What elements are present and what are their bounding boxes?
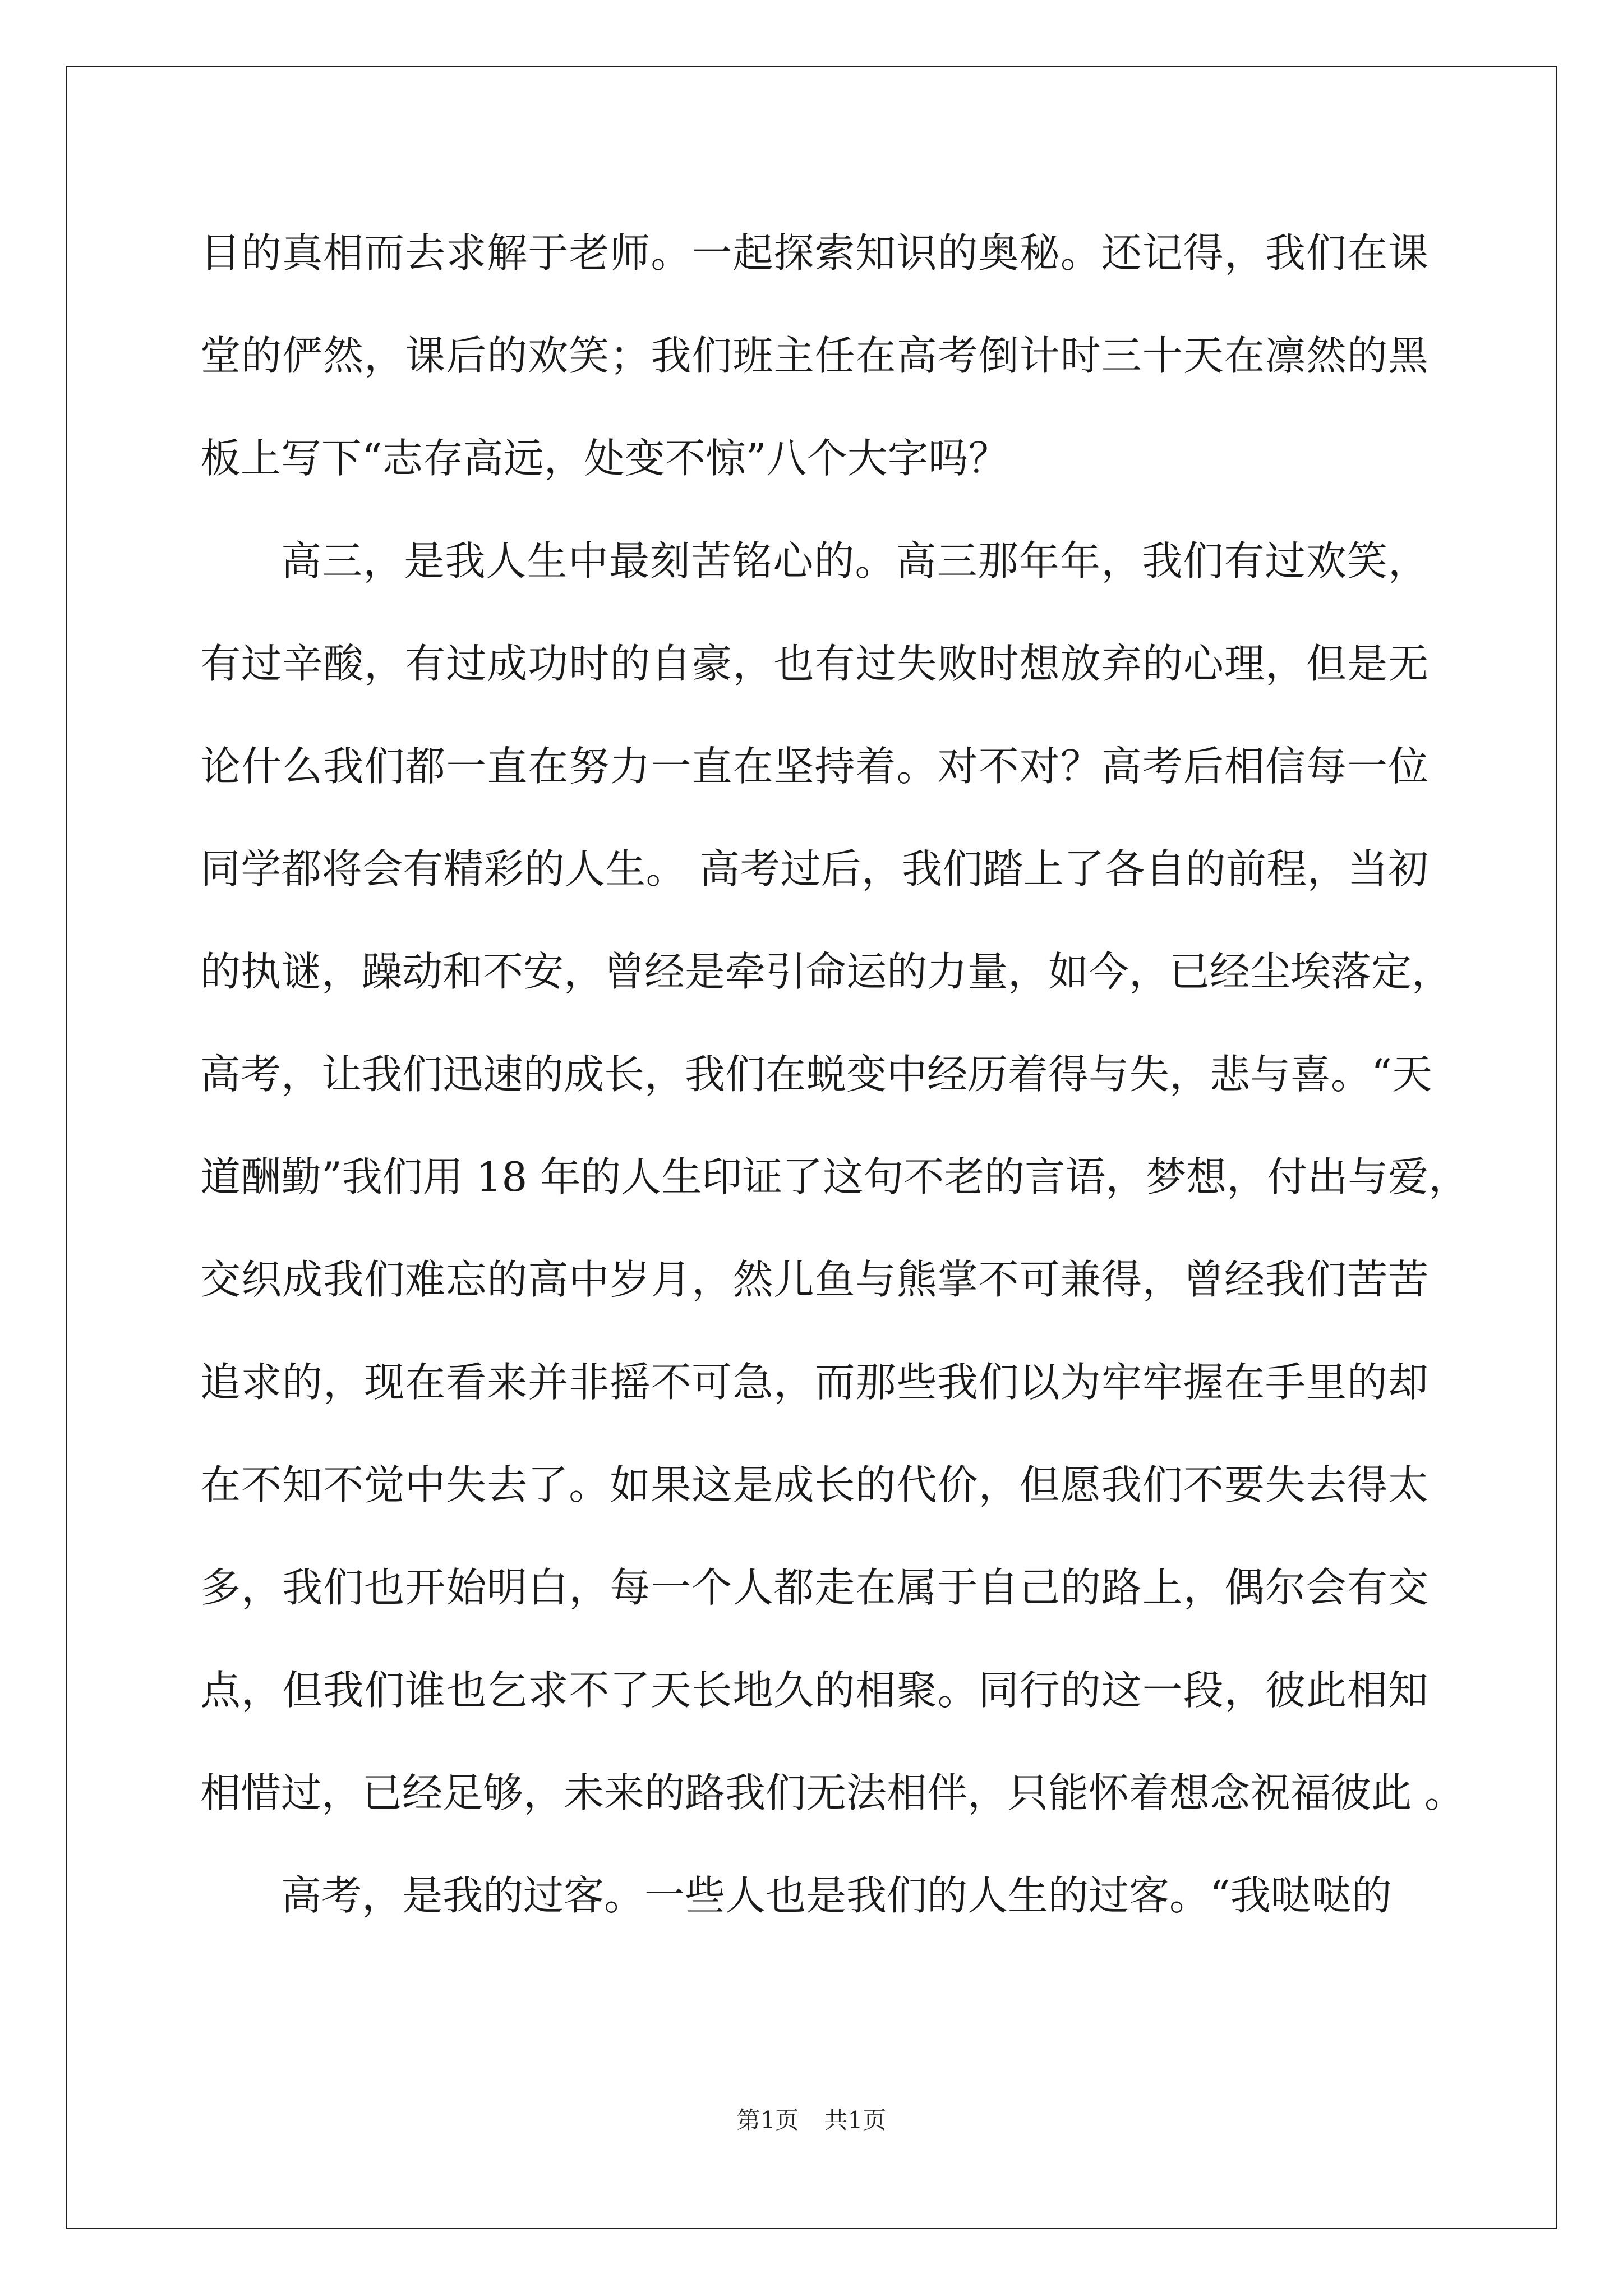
text-line: 论什么我们都一直在努力一直在坚持着。对不对？高考后相信每一位 [200,743,1428,790]
text-line: 板上写下“志存高远，处变不惊”八个大字吗？ [200,435,1009,482]
text-line: 交织成我们难忘的高中岁月，然儿鱼与熊掌不可兼得，曾经我们苦苦 [200,1256,1428,1303]
text-line: 追求的，现在看来并非摇不可急，而那些我们以为牢牢握在手里的却 [200,1359,1428,1406]
text-line: 高考，让我们迅速的成长，我们在蜕变中经历着得与失，悲与喜。“天 [200,1051,1432,1098]
text-line: 点，但我们谁也乞求不了天长地久的相聚。同行的这一段，彼此相知 [200,1667,1428,1714]
page-footer [0,2104,1623,2137]
body-text [200,202,1469,1947]
text-line: 同学都将会有精彩的人生。 高考过后，我们踏上了各自的前程，当初 [200,845,1428,892]
text-line: 多，我们也开始明白，每一个人都走在属于自己的路上，偶尔会有交 [200,1564,1428,1611]
page-total: 共1页 [824,2106,887,2134]
page-number: 第1页 [736,2106,799,2134]
text-line: 堂的俨然，课后的欢笑；我们班主任在高考倒计时三十天在凛然的黑 [200,332,1428,379]
text-line: 高三，是我人生中最刻苦铭心的。高三那年年，我们有过欢笑， [281,537,1428,585]
text-line: 目的真相而去求解于老师。一起探索知识的奥秘。还记得，我们在课 [200,229,1428,277]
text-line: 高考，是我的过客。一些人也是我们的人生的过客。“我哒哒的 [281,1872,1392,1919]
text-line: 道酬勤”我们用 18 年的人生印证了这句不老的言语，梦想，付出与爱， [200,1153,1469,1200]
text-line: 的执谜，躁动和不安，曾经是牵引命运的力量，如今，已经尘埃落定， [200,948,1453,995]
text-line: 在不知不觉中失去了。如果这是成长的代价，但愿我们不要失去得太 [200,1461,1428,1508]
text-line: 相惜过，已经足够，未来的路我们无法相伴，只能怀着想念祝福彼此 。 [200,1769,1465,1816]
text-line: 有过辛酸，有过成功时的自豪，也有过失败时想放弃的心理，但是无 [200,640,1428,687]
